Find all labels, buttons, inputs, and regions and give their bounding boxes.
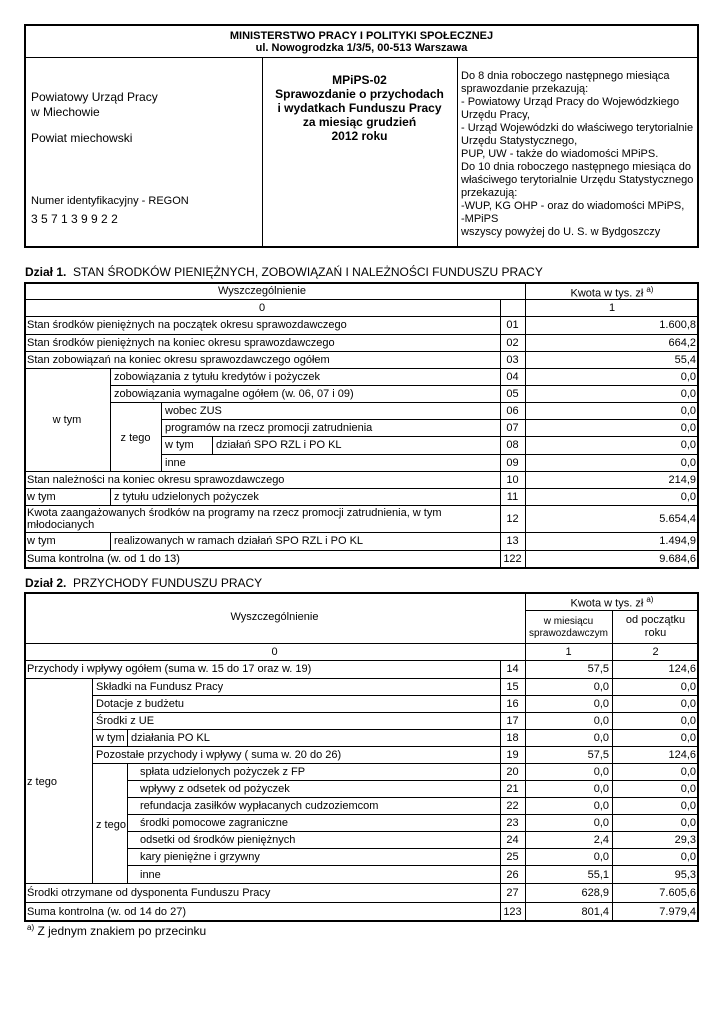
section1-col-desc: Wyszczególnienie <box>218 285 306 297</box>
section2-title: PRZYCHODY FUNDUSZU PRACY <box>73 576 263 590</box>
instruction-line: Do 8 dnia roboczego następnego miesiąca <box>461 70 670 82</box>
s1-row-no: 10 <box>506 474 519 486</box>
s1-row-value: 0,0 <box>680 422 696 434</box>
report-code: MPiPS-02 <box>332 73 387 87</box>
s1-row-value: 0,0 <box>680 457 696 469</box>
s2-ytd-value: 124,6 <box>668 663 696 675</box>
s1-z-tego-group: z tego <box>120 432 151 444</box>
s2-row-no: 16 <box>506 698 519 710</box>
s2-row-no: 123 <box>503 906 522 918</box>
s2-row-no: 22 <box>506 800 519 812</box>
s2-row-no: 27 <box>506 887 519 899</box>
section2-index-2: 2 <box>652 646 659 658</box>
instruction-line: sprawozdanie przekazują: <box>461 83 589 95</box>
office-name-line2: w Miechowie <box>31 105 100 119</box>
office-name-line1: Powiatowy Urząd Pracy <box>31 90 158 104</box>
section2-label: Dział 2. <box>25 576 67 590</box>
instruction-line: -WUP, KG OHP - oraz do wiadomości MPiPS, <box>461 200 685 212</box>
s2-row-no: 19 <box>506 749 519 761</box>
s2-month-value: 57,5 <box>587 663 609 675</box>
s1-row-value: 0,0 <box>680 388 696 400</box>
s1-row-label: z tytułu udzielonych pożyczek <box>114 491 259 503</box>
s2-row-label: Pozostałe przychody i wpływy ( suma w. 20 do 26) <box>96 749 342 761</box>
s2-ytd-value: 0,0 <box>680 851 696 863</box>
s1-row-value: 0,0 <box>680 405 696 417</box>
s1-row-no: 08 <box>506 439 519 451</box>
s1-row-no: 06 <box>506 405 519 417</box>
s2-ytd-value: 0,0 <box>680 732 696 744</box>
s2-month-value: 57,5 <box>587 749 609 761</box>
instruction-line: - Urząd Wojewódzki do właściwego terytorialnie <box>461 122 694 134</box>
s2-ytd-value: 0,0 <box>680 817 696 829</box>
report-title-line4: 2012 roku <box>331 129 388 143</box>
s2-month-value: 2,4 <box>593 834 609 846</box>
s2-row-no: 25 <box>506 851 519 863</box>
s1-row-value: 664,2 <box>668 337 696 349</box>
footnote-text: Z jednym znakiem po przecinku <box>37 924 207 938</box>
report-title-line2: i wydatkach Funduszu Pracy <box>277 101 442 115</box>
s1-row-label: Kwota zaangażowanych środków na programy na rzecz promocji zatrudnienia, w tym <box>27 507 442 519</box>
s1-w-tym-inner: w tym <box>165 439 194 451</box>
s2-w-tym-label: w tym <box>96 732 125 744</box>
s1-row-value: 55,4 <box>674 354 696 366</box>
instruction-line: Urzędu Statystycznego, <box>461 135 578 147</box>
section2-col-desc: Wyszczególnienie <box>230 611 319 623</box>
s1-w-tym-group: w tym <box>52 414 82 426</box>
s2-row-no: 23 <box>506 817 519 829</box>
s1-row-value: 0,0 <box>680 371 696 383</box>
section2-index-1: 1 <box>565 646 572 658</box>
s2-row-label: kary pieniężne i grzywny <box>140 851 260 863</box>
s2-row-no: 14 <box>506 663 519 675</box>
s2-month-value: 0,0 <box>593 698 609 710</box>
instruction-line: -MPiPS <box>461 213 499 225</box>
s2-month-value: 0,0 <box>593 732 609 744</box>
section2-col-ytd: od początku <box>625 614 686 626</box>
s1-row-no: 01 <box>506 319 519 331</box>
office-county: Powiat miechowski <box>31 131 133 145</box>
s2-month-value: 55,1 <box>587 869 609 881</box>
s2-row-label: refundacja zasiłków wypłacanych cudzoziemcom <box>140 800 379 812</box>
report-title-line1: Sprawozdanie o przychodach <box>275 87 444 101</box>
s1-row-label: inne <box>165 457 186 469</box>
s1-row-value: 1.600,8 <box>659 319 696 331</box>
s1-row-label: Stan zobowiązań na koniec okresu sprawozdawczego ogółem <box>27 354 330 366</box>
s1-row-value: 214,9 <box>668 474 696 486</box>
s2-month-value: 0,0 <box>593 817 609 829</box>
instruction-line: Do 10 dnia roboczego następnego miesiąca do <box>461 161 691 173</box>
s1-row-no: 02 <box>506 337 519 349</box>
s1-row-no: 07 <box>506 422 519 434</box>
s2-row-label: działania PO KL <box>131 732 210 744</box>
regon-number: 3 5 7 1 3 9 9 2 2 <box>31 212 118 226</box>
s1-w-tym-label: w tym <box>27 491 56 503</box>
s2-ytd-value: 0,0 <box>680 783 696 795</box>
s1-row-no: 122 <box>503 553 522 565</box>
s2-row-label: Suma kontrolna (w. od 14 do 27) <box>27 906 186 918</box>
s2-z-tego-inner: z tego <box>96 819 126 831</box>
footnote <box>27 924 206 937</box>
s2-row-no: 21 <box>506 783 519 795</box>
s1-row-value: 0,0 <box>680 491 696 503</box>
s2-ytd-value: 95,3 <box>674 869 696 881</box>
regon-label: Numer identyfikacyjny - REGON <box>31 195 189 207</box>
s1-row-label: programów na rzecz promocji zatrudnienia <box>165 422 373 434</box>
s1-row-no: 11 <box>506 491 519 503</box>
section1-col-amount-sup: a) <box>646 285 654 294</box>
s2-row-label: Środki otrzymane od dysponenta Funduszu Pracy <box>27 887 271 899</box>
section2-index-0: 0 <box>271 646 278 658</box>
s2-ytd-value: 7.979,4 <box>659 906 696 918</box>
s2-ytd-value: 7.605,6 <box>659 887 696 899</box>
footnote-mark: a) <box>27 923 35 932</box>
s2-row-label: wpływy z odsetek od pożyczek <box>140 783 290 795</box>
s2-ytd-value: 0,0 <box>680 681 696 693</box>
s2-row-label: środki pomocowe zagraniczne <box>140 817 288 829</box>
s2-month-value: 0,0 <box>593 766 609 778</box>
instruction-line: - Powiatowy Urząd Pracy do Wojewódzkiego <box>461 96 680 108</box>
s2-month-value: 0,0 <box>593 715 609 727</box>
s2-row-label: Środki z UE <box>96 715 155 727</box>
report-title-line3: za miesiąc grudzień <box>302 115 417 129</box>
s2-row-label: inne <box>140 869 161 881</box>
s2-month-value: 801,4 <box>581 906 609 918</box>
s1-row-no: 04 <box>506 371 519 383</box>
s2-row-label: spłata udzielonych pożyczek z FP <box>140 766 306 778</box>
s1-row-label: Suma kontrolna (w. od 1 do 13) <box>27 553 180 565</box>
s2-month-value: 0,0 <box>593 783 609 795</box>
section2-col-ytd: roku <box>644 627 667 639</box>
section2-col-month: sprawozdawczym <box>529 628 608 639</box>
s1-row-no: 12 <box>506 513 519 525</box>
s2-ytd-value: 29,3 <box>674 834 696 846</box>
section1-col-amount-label: Kwota w tys. zł <box>570 287 644 300</box>
s2-month-value: 0,0 <box>593 851 609 863</box>
s2-row-no: 17 <box>506 715 519 727</box>
s2-row-no: 26 <box>506 869 519 881</box>
section1-index-0: 0 <box>258 302 266 314</box>
s1-row-label: wobec ZUS <box>165 405 222 417</box>
section2-col-month: w miesiącu <box>543 616 594 627</box>
s2-row-label: Dotacje z budżetu <box>96 698 185 710</box>
s2-row-no: 20 <box>506 766 519 778</box>
s1-row-value: 1.494,9 <box>659 535 696 547</box>
section1-index-1: 1 <box>608 302 616 314</box>
s1-row-label: młodocianych <box>27 519 95 531</box>
section2-col-amount-sup: a) <box>646 595 654 604</box>
section2-col-amount <box>525 596 699 610</box>
s2-ytd-value: 0,0 <box>680 800 696 812</box>
s2-ytd-value: 124,6 <box>668 749 696 761</box>
instruction-line: wszyscy powyżej do U. S. w Bydgoszczy <box>461 226 661 238</box>
section2-col-amount-label: Kwota w tys. zł <box>570 597 644 610</box>
instruction-line: Urzędu Pracy, <box>461 109 530 121</box>
instruction-line: przekazują: <box>461 187 518 199</box>
s2-row-label: Przychody i wpływy ogółem (suma w. 15 do 17 oraz w. 19) <box>27 663 312 675</box>
s2-z-tego-group: z tego <box>27 776 57 788</box>
s1-row-no: 09 <box>506 457 519 469</box>
s1-row-value: 5.654,4 <box>659 513 696 525</box>
section1-title: STAN ŚRODKÓW PIENIĘŻNYCH, ZOBOWIĄZAŃ I NALEŻNOŚCI FUNDUSZU PRACY <box>73 265 543 279</box>
s1-row-label: Stan środków pieniężnych na koniec okresu sprawozdawczego <box>27 337 335 349</box>
s2-row-label: Składki na Fundusz Pracy <box>96 681 224 693</box>
s2-month-value: 0,0 <box>593 681 609 693</box>
s2-ytd-value: 0,0 <box>680 698 696 710</box>
s1-row-no: 13 <box>506 535 519 547</box>
s2-row-label: odsetki od środków pieniężnych <box>140 834 296 846</box>
s2-row-no: 24 <box>506 834 519 846</box>
s2-month-value: 0,0 <box>593 800 609 812</box>
section2-heading <box>25 577 262 589</box>
s2-ytd-value: 0,0 <box>680 715 696 727</box>
s2-ytd-value: 0,0 <box>680 766 696 778</box>
instruction-line: właściwego terytorialnie Urzędu Statystycznego <box>461 174 694 186</box>
s1-row-no: 05 <box>506 388 519 400</box>
s1-row-no: 03 <box>506 354 519 366</box>
s1-w-tym-label: w tym <box>27 535 56 547</box>
s1-row-label: realizowanych w ramach działań SPO RZL i PO KL <box>114 535 364 547</box>
s1-row-value: 9.684,6 <box>659 553 696 565</box>
section1-heading <box>25 266 543 278</box>
s2-row-no: 15 <box>506 681 519 693</box>
s2-row-no: 18 <box>506 732 519 744</box>
s1-row-label: zobowiązania wymagalne ogółem (w. 06, 07 i 09) <box>114 388 354 400</box>
s2-month-value: 628,9 <box>581 887 609 899</box>
instruction-line: PUP, UW - także do wiadomości MPiPS. <box>461 148 659 160</box>
s1-row-label: Stan należności na koniec okresu sprawozdawczego <box>27 474 285 486</box>
s1-row-label: Stan środków pieniężnych na początek okresu sprawozdawczego <box>27 319 347 331</box>
s1-row-label: zobowiązania z tytułu kredytów i pożyczek <box>114 371 321 383</box>
section1-label: Dział 1. <box>25 265 67 279</box>
section1-col-amount <box>525 286 699 300</box>
ministry-name: MINISTERSTWO PRACY I POLITYKI SPOŁECZNEJ <box>229 30 494 42</box>
s1-row-value: 0,0 <box>680 439 696 451</box>
ministry-address: ul. Nowogrodzka 1/3/5, 00-513 Warszawa <box>255 42 468 54</box>
s1-row-label: działań SPO RZL i PO KL <box>216 439 342 451</box>
